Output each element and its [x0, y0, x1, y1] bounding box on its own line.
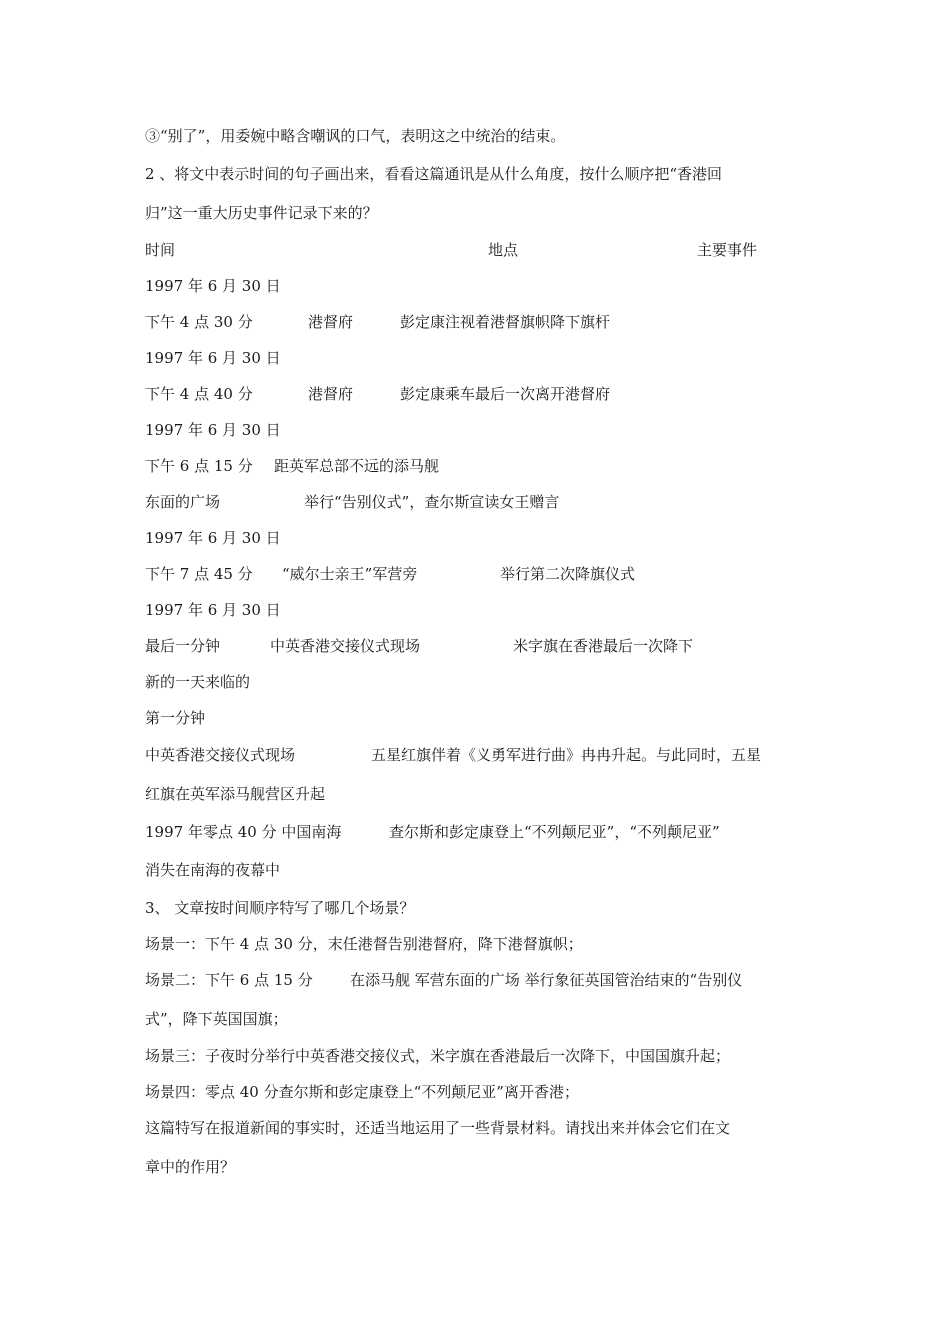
scene-1: 场景一：下午 4 点 30 分，末任港督告别港督府，降下港督旗帜； [145, 935, 583, 953]
row3-event: 举行“告别仪式”，查尔斯宣读女王赠言 [304, 493, 560, 511]
scene-2-detail: 在添马舰 军营东面的广场 举行象征英国管治结束的“告别仪 [350, 971, 743, 989]
row1-time: 下午 4 点 30 分 [145, 313, 253, 331]
row4-place: “威尔士亲王”军营旁 [282, 565, 418, 583]
row6-date: 新的一天来临的 [145, 673, 251, 691]
row4-event: 举行第二次降旗仪式 [500, 565, 636, 583]
row3-place-cont: 东面的广场 [145, 493, 221, 511]
scene-4: 场景四：零点 40 分查尔斯和彭定康登上“不列颠尼亚”离开香港； [145, 1083, 579, 1101]
row6-place: 中英香港交接仪式现场 [145, 746, 296, 764]
question-4-line-2: 章中的作用？ [145, 1158, 236, 1176]
question-4-line-1: 这篇特写在报道新闻的事实时，还适当地运用了一些背景材料。请找出来并体会它们在文 [145, 1119, 731, 1137]
row6-time: 第一分钟 [145, 709, 206, 727]
header-event: 主要事件 [697, 241, 758, 259]
row3-time: 下午 6 点 15 分 [145, 457, 253, 475]
header-time: 时间 [145, 241, 176, 259]
row3-date: 1997 年 6 月 30 日 [145, 421, 281, 439]
scene-2-cont: 式”，降下英国国旗； [145, 1010, 288, 1028]
row7-event: 查尔斯和彭定康登上“不列颠尼亚”，“不列颠尼亚” [389, 823, 720, 841]
row7-event-cont: 消失在南海的夜幕中 [145, 861, 281, 879]
row2-time: 下午 4 点 40 分 [145, 385, 253, 403]
row2-date: 1997 年 6 月 30 日 [145, 349, 281, 367]
row2-place: 港督府 [308, 385, 354, 403]
scene-3: 场景三：子夜时分举行中英香港交接仪式，米字旗在香港最后一次降下，中国国旗升起； [145, 1047, 731, 1065]
question-2-line-1: 2 、将文中表示时间的句子画出来，看看这篇通讯是从什么角度，按什么顺序把“香港回 [145, 165, 722, 183]
row3-place: 距英军总部不远的添马舰 [274, 457, 440, 475]
row1-date: 1997 年 6 月 30 日 [145, 277, 281, 295]
row5-place: 中英香港交接仪式现场 [270, 637, 421, 655]
row6-event-cont: 红旗在英军添马舰营区升起 [145, 785, 326, 803]
row2-event: 彭定康乘车最后一次离开港督府 [400, 385, 611, 403]
answer-item-3: ③“别了”，用委婉中略含嘲讽的口气，表明这之中统治的结束。 [145, 127, 566, 145]
scene-2: 场景二：下午 6 点 15 分 [145, 971, 313, 989]
row5-event: 米字旗在香港最后一次降下 [513, 637, 694, 655]
question-3: 3、 文章按时间顺序特写了哪几个场景？ [145, 899, 415, 917]
row7-time-place: 1997 年零点 40 分 中国南海 [145, 823, 342, 841]
row5-time: 最后一分钟 [145, 637, 221, 655]
row4-time: 下午 7 点 45 分 [145, 565, 253, 583]
question-2-line-2: 归”这一重大历史事件记录下来的？ [145, 204, 378, 222]
row1-event: 彭定康注视着港督旗帜降下旗杆 [400, 313, 611, 331]
row1-place: 港督府 [308, 313, 354, 331]
row6-event: 五星红旗伴着《义勇军进行曲》冉冉升起。与此同时，五星 [371, 746, 762, 764]
header-place: 地点 [488, 241, 519, 259]
row4-date: 1997 年 6 月 30 日 [145, 529, 281, 547]
row5-date: 1997 年 6 月 30 日 [145, 601, 281, 619]
